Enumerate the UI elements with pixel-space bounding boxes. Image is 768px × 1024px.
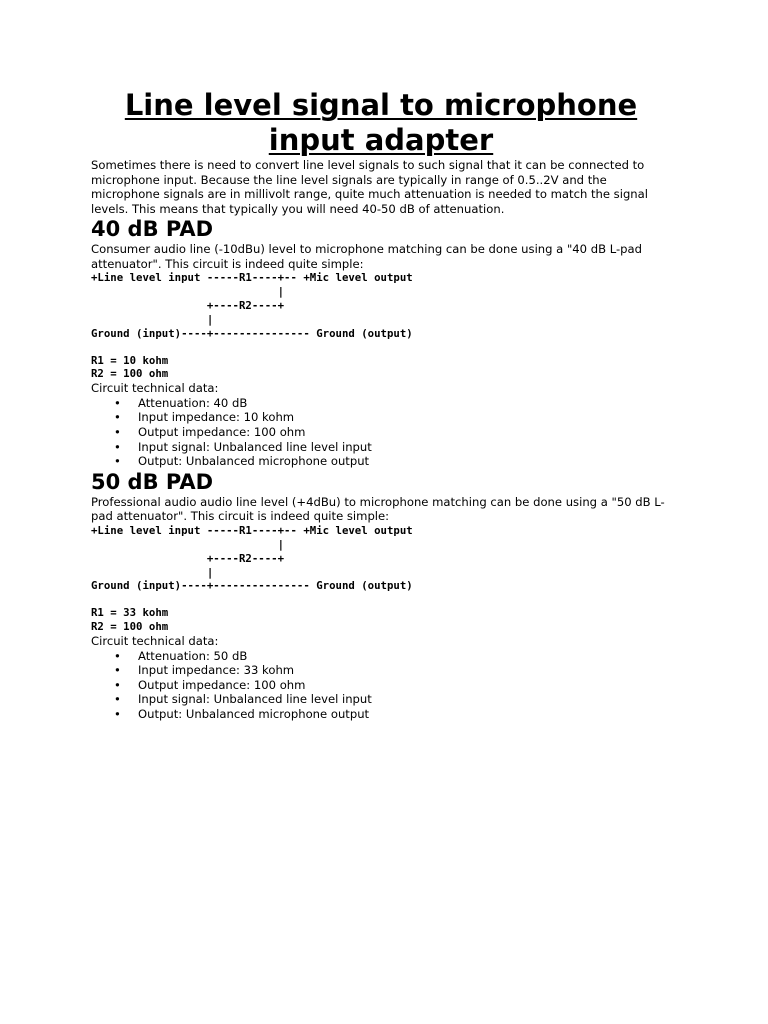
list-item: • Attenuation: 40 dB bbox=[114, 395, 248, 410]
component-values-50db bbox=[91, 606, 671, 634]
circuit-diagram-40db: +Line level input -----R1----+-- +Mic level output | +----R2----+ | Ground (input)----+--------------- Ground (output) bbox=[91, 271, 413, 340]
bullet-icon: • bbox=[114, 425, 121, 440]
page-title: Line level signal to microphone input adapter bbox=[124, 88, 638, 157]
bullet-icon: • bbox=[114, 648, 121, 663]
bullet-icon: • bbox=[114, 707, 121, 722]
tech-data-label-50db: Circuit technical data: bbox=[91, 634, 219, 649]
component-values-40db bbox=[91, 354, 671, 382]
resistor-r1-value: R1 = 10 kohm bbox=[91, 353, 169, 367]
intro-paragraph: Sometimes there is need to convert line level signals to such signal that it can be connected to microphone input. Because the line level signals are typically in range of 0.5..2V and the microphone signals are in millivolt range, quite much attenuation is needed to match the signal levels. This means that typically you will need 40-50 dB of attenuation. bbox=[91, 158, 648, 216]
section-heading-50db: 50 dB PAD bbox=[91, 469, 214, 494]
bullet-icon: • bbox=[114, 439, 121, 454]
tech-data-list-50db bbox=[91, 649, 671, 722]
resistor-r2-value: R2 = 100 ohm bbox=[91, 367, 169, 381]
resistor-r2-value: R2 = 100 ohm bbox=[91, 620, 169, 634]
bullet-icon: • bbox=[114, 692, 121, 707]
list-item: • Input signal: Unbalanced line level input bbox=[114, 439, 372, 454]
section-description-40db: Consumer audio line (-10dBu) level to microphone matching can be done using a "40 dB L-pad attenuator". This circuit is indeed quite simple: bbox=[91, 242, 643, 271]
list-item: • Attenuation: 50 dB bbox=[114, 648, 248, 663]
list-item: • Output impedance: 100 ohm bbox=[114, 425, 306, 440]
document-page bbox=[91, 88, 671, 722]
tech-data-label-40db: Circuit technical data: bbox=[91, 381, 219, 396]
list-item: • Output: Unbalanced microphone output bbox=[114, 454, 370, 469]
list-item: • Input impedance: 33 kohm bbox=[114, 663, 295, 678]
bullet-icon: • bbox=[114, 454, 121, 469]
list-item: • Output: Unbalanced microphone output bbox=[114, 707, 370, 722]
bullet-icon: • bbox=[114, 410, 121, 425]
bullet-icon: • bbox=[114, 663, 121, 678]
section-heading-40db: 40 dB PAD bbox=[91, 217, 214, 241]
bullet-icon: • bbox=[114, 677, 121, 692]
list-item: • Output impedance: 100 ohm bbox=[114, 677, 306, 692]
tech-data-list-40db bbox=[91, 396, 671, 469]
bullet-icon: • bbox=[114, 395, 121, 410]
list-item: • Input signal: Unbalanced line level input bbox=[114, 692, 372, 707]
section-description-50db: Professional audio audio line level (+4dBu) to microphone matching can be done using a "50 dB L-pad attenuator". This circuit is indeed quite simple: bbox=[91, 494, 665, 524]
circuit-diagram-50db: +Line level input -----R1----+-- +Mic level output | +----R2----+ | Ground (input)----+--------------- Ground (output) bbox=[91, 523, 413, 593]
list-item: • Input impedance: 10 kohm bbox=[114, 410, 295, 425]
resistor-r1-value: R1 = 33 kohm bbox=[91, 606, 169, 620]
